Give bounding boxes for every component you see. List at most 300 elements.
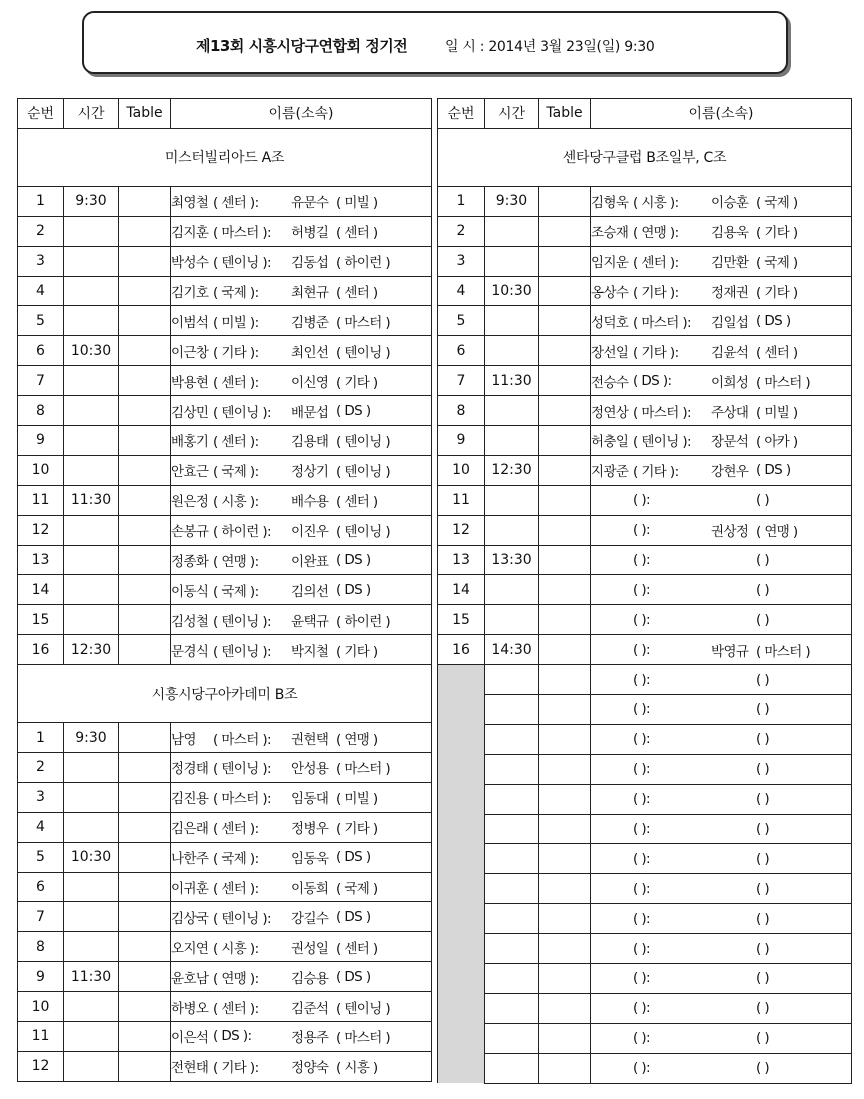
player2-name: 권성일 bbox=[291, 940, 329, 957]
match-table bbox=[539, 605, 591, 635]
player2-affiliation: ( 텐이닝 ) bbox=[336, 464, 391, 481]
player1-name: 김진용 bbox=[171, 791, 209, 808]
player1-name: 박용현 bbox=[171, 374, 209, 391]
player2-affiliation: ( DS ) bbox=[336, 581, 371, 598]
empty-cell bbox=[539, 964, 591, 994]
player2-affiliation: ( ) bbox=[756, 1030, 770, 1047]
match-time: 11:30 bbox=[485, 366, 539, 396]
match-number: 4 bbox=[18, 812, 64, 842]
player2-affiliation: ( ) bbox=[756, 910, 770, 927]
match-table bbox=[119, 842, 171, 872]
match-table bbox=[119, 426, 171, 456]
player2-affiliation: ( 기타 ) bbox=[336, 821, 378, 838]
match-names bbox=[591, 186, 852, 216]
match-row bbox=[438, 276, 852, 306]
player2-affiliation: ( 기타 ) bbox=[336, 643, 378, 660]
match-names bbox=[171, 872, 432, 902]
match-row bbox=[18, 336, 432, 366]
match-names bbox=[171, 842, 432, 872]
match-row bbox=[18, 545, 432, 575]
player2-affiliation: ( 마스터 ) bbox=[756, 374, 811, 391]
empty-cell bbox=[485, 754, 539, 784]
player2-affiliation: ( 센터 ) bbox=[336, 285, 378, 301]
match-table bbox=[539, 426, 591, 456]
match-names bbox=[171, 1051, 432, 1081]
match-number: 2 bbox=[18, 216, 64, 246]
match-row bbox=[18, 902, 432, 932]
player2-affiliation: ( 하이런 ) bbox=[336, 255, 391, 272]
player2-affiliation: ( DS ) bbox=[336, 908, 371, 925]
match-names bbox=[591, 635, 852, 665]
player1-affiliation: ( 기타 ): bbox=[633, 344, 679, 361]
match-number: 6 bbox=[18, 336, 64, 366]
empty-cell bbox=[539, 695, 591, 725]
match-table bbox=[119, 366, 171, 396]
match-number: 8 bbox=[18, 932, 64, 962]
shaded-cell bbox=[438, 665, 485, 695]
empty-cell bbox=[485, 665, 539, 695]
player1-affiliation: ( 국제 ): bbox=[213, 285, 259, 301]
match-names bbox=[591, 665, 852, 695]
match-row bbox=[438, 605, 852, 635]
header-row bbox=[18, 99, 432, 129]
match-names bbox=[171, 186, 432, 216]
player2-affiliation: ( ) bbox=[756, 850, 770, 867]
player1-name: 정종화 bbox=[171, 554, 209, 571]
empty-cell bbox=[485, 784, 539, 814]
player2-affiliation: ( 마스터 ) bbox=[336, 761, 391, 778]
group-title: 시흥시당구아카데미 B조 bbox=[18, 665, 432, 723]
match-names bbox=[591, 485, 852, 515]
match-names bbox=[591, 814, 852, 844]
player1-affiliation: ( ): bbox=[633, 1060, 650, 1077]
match-time bbox=[64, 246, 119, 276]
match-row bbox=[438, 336, 852, 366]
match-time bbox=[485, 336, 539, 366]
player2-name: 정용주 bbox=[291, 1030, 329, 1047]
match-number: 1 bbox=[18, 186, 64, 216]
player1-affiliation: ( 센터 ): bbox=[213, 374, 259, 391]
match-table bbox=[539, 276, 591, 306]
player2-name: 정상기 bbox=[291, 464, 329, 481]
player2-affiliation: ( 마스터 ) bbox=[336, 1030, 391, 1047]
player2-affiliation: ( 텐이닝 ) bbox=[336, 434, 391, 451]
player2-name: 이진우 bbox=[291, 524, 329, 541]
blank-row bbox=[438, 1023, 852, 1053]
match-names bbox=[171, 723, 432, 753]
empty-cell bbox=[539, 814, 591, 844]
player1-affiliation: ( 시흥 ): bbox=[633, 195, 679, 212]
match-row bbox=[18, 246, 432, 276]
match-time bbox=[485, 575, 539, 605]
shaded-cell bbox=[438, 1023, 485, 1053]
shaded-cell bbox=[438, 993, 485, 1023]
match-time bbox=[485, 246, 539, 276]
match-names bbox=[171, 485, 432, 515]
match-row bbox=[18, 276, 432, 306]
match-row bbox=[18, 396, 432, 426]
player1-affiliation: ( 센터 ): bbox=[213, 434, 259, 451]
player2-name: 배문섭 bbox=[291, 404, 329, 421]
match-names bbox=[171, 246, 432, 276]
match-row bbox=[18, 426, 432, 456]
player1-name: 배홍기 bbox=[171, 434, 209, 451]
match-names bbox=[591, 306, 852, 336]
empty-cell bbox=[539, 993, 591, 1023]
player2-name: 김병준 bbox=[291, 314, 329, 331]
match-table bbox=[119, 276, 171, 306]
player1-affiliation: ( ): bbox=[633, 761, 650, 778]
player1-affiliation: ( 텐이닝 ): bbox=[213, 761, 271, 778]
match-time bbox=[64, 1051, 119, 1081]
empty-cell bbox=[485, 964, 539, 994]
match-table bbox=[119, 1022, 171, 1052]
player1-name: 김상국 bbox=[171, 910, 209, 927]
match-names bbox=[171, 962, 432, 992]
player1-affiliation: ( ): bbox=[633, 880, 650, 897]
player2-affiliation: ( 기타 ) bbox=[336, 374, 378, 391]
player2-name: 최인선 bbox=[291, 344, 329, 361]
match-time bbox=[485, 515, 539, 545]
player1-affiliation: ( ): bbox=[633, 791, 650, 808]
shaded-cell bbox=[438, 934, 485, 964]
match-number: 10 bbox=[18, 455, 64, 485]
player1-affiliation: ( 시흥 ): bbox=[213, 940, 259, 957]
group-row bbox=[438, 128, 852, 186]
match-names bbox=[591, 695, 852, 725]
header-time: 시간 bbox=[485, 99, 539, 129]
match-number: 3 bbox=[18, 246, 64, 276]
player1-affiliation: ( DS ): bbox=[213, 1028, 252, 1045]
player2-affiliation: ( 센터 ) bbox=[336, 494, 378, 511]
match-names bbox=[171, 545, 432, 575]
match-names bbox=[171, 366, 432, 396]
match-time bbox=[64, 575, 119, 605]
player1-affiliation: ( ): bbox=[633, 970, 650, 987]
match-number: 1 bbox=[18, 723, 64, 753]
player1-affiliation: ( ): bbox=[633, 492, 650, 509]
match-table bbox=[119, 396, 171, 426]
player1-affiliation: ( 연맹 ): bbox=[213, 554, 259, 571]
player1-affiliation: ( ): bbox=[633, 641, 650, 658]
player1-name: 문경식 bbox=[171, 643, 209, 660]
player1-affiliation: ( ): bbox=[633, 671, 650, 688]
empty-cell bbox=[485, 874, 539, 904]
player2-affiliation: ( ) bbox=[756, 940, 770, 957]
player1-name: 김성철 bbox=[171, 613, 209, 630]
match-number: 5 bbox=[18, 842, 64, 872]
match-table bbox=[119, 1051, 171, 1081]
match-number: 7 bbox=[18, 366, 64, 396]
match-row bbox=[18, 782, 432, 812]
player1-affiliation: ( 마스터 ): bbox=[213, 731, 271, 748]
match-table bbox=[119, 306, 171, 336]
empty-cell bbox=[539, 1053, 591, 1083]
match-table bbox=[119, 992, 171, 1022]
match-time: 9:30 bbox=[64, 723, 119, 753]
shaded-cell bbox=[438, 904, 485, 934]
match-time bbox=[64, 872, 119, 902]
match-names bbox=[171, 812, 432, 842]
empty-cell bbox=[485, 934, 539, 964]
shaded-cell bbox=[438, 964, 485, 994]
player2-name: 김용욱 bbox=[711, 225, 749, 242]
match-number: 9 bbox=[438, 426, 485, 456]
player2-name: 안성용 bbox=[291, 761, 329, 778]
match-number: 3 bbox=[18, 782, 64, 812]
shaded-cell bbox=[438, 724, 485, 754]
player2-affiliation: ( DS ) bbox=[336, 552, 371, 569]
match-time: 12:30 bbox=[64, 635, 119, 665]
player1-affiliation: ( ): bbox=[633, 940, 650, 957]
blank-row bbox=[438, 964, 852, 994]
match-names bbox=[591, 515, 852, 545]
match-time bbox=[64, 932, 119, 962]
match-names bbox=[171, 992, 432, 1022]
match-table bbox=[119, 753, 171, 783]
player2-affiliation: ( 미빌 ) bbox=[756, 404, 798, 421]
match-number: 6 bbox=[438, 336, 485, 366]
match-number: 8 bbox=[18, 396, 64, 426]
player1-affiliation: ( ): bbox=[633, 1000, 650, 1017]
match-table bbox=[539, 216, 591, 246]
match-row bbox=[18, 842, 432, 872]
player2-affiliation: ( ) bbox=[756, 701, 770, 718]
match-time: 12:30 bbox=[485, 455, 539, 485]
match-row bbox=[18, 1051, 432, 1081]
player1-name: 남영 bbox=[171, 731, 196, 748]
match-number: 12 bbox=[18, 1051, 64, 1081]
player1-name: 김상민 bbox=[171, 404, 209, 421]
player2-name: 이신영 bbox=[291, 374, 329, 391]
match-names bbox=[591, 216, 852, 246]
match-names bbox=[591, 276, 852, 306]
match-table bbox=[539, 635, 591, 665]
player2-affiliation: ( ) bbox=[756, 970, 770, 987]
match-row bbox=[18, 186, 432, 216]
blank-row bbox=[438, 874, 852, 904]
player2-name: 윤택규 bbox=[291, 613, 329, 630]
player1-affiliation: ( 기타 ): bbox=[633, 464, 679, 481]
empty-cell bbox=[485, 814, 539, 844]
player2-affiliation: ( 텐이닝 ) bbox=[336, 344, 391, 361]
empty-cell bbox=[485, 844, 539, 874]
match-number: 11 bbox=[438, 485, 485, 515]
match-time bbox=[485, 485, 539, 515]
empty-cell bbox=[485, 993, 539, 1023]
player1-name: 임지운 bbox=[591, 255, 629, 272]
player1-affiliation: ( 센터 ): bbox=[213, 881, 259, 898]
empty-cell bbox=[539, 754, 591, 784]
player1-name: 성덕호 bbox=[591, 314, 629, 331]
player1-name: 이동식 bbox=[171, 583, 209, 600]
match-names bbox=[591, 724, 852, 754]
match-row bbox=[18, 992, 432, 1022]
match-row bbox=[18, 753, 432, 783]
match-row bbox=[438, 485, 852, 515]
match-names bbox=[591, 246, 852, 276]
match-number: 7 bbox=[438, 366, 485, 396]
match-time bbox=[485, 605, 539, 635]
player1-affiliation: ( ): bbox=[633, 522, 650, 539]
match-number: 13 bbox=[438, 545, 485, 575]
match-names bbox=[171, 336, 432, 366]
player2-name: 임동대 bbox=[291, 791, 329, 808]
player1-name: 박성수 bbox=[171, 255, 209, 272]
match-number: 5 bbox=[438, 306, 485, 336]
match-number: 4 bbox=[438, 276, 485, 306]
blank-row bbox=[438, 934, 852, 964]
match-names bbox=[171, 396, 432, 426]
player2-name: 이승훈 bbox=[711, 195, 749, 212]
player2-name: 김일섭 bbox=[711, 314, 749, 331]
match-time bbox=[64, 366, 119, 396]
player1-name: 옹상수 bbox=[591, 285, 629, 301]
match-time bbox=[64, 396, 119, 426]
match-names bbox=[171, 902, 432, 932]
player1-affiliation: ( 연맹 ): bbox=[213, 970, 259, 987]
match-row bbox=[438, 186, 852, 216]
match-names bbox=[171, 932, 432, 962]
player1-name: 윤호남 bbox=[171, 970, 209, 987]
match-row bbox=[438, 216, 852, 246]
match-names bbox=[171, 216, 432, 246]
player1-affiliation: ( ): bbox=[633, 910, 650, 927]
match-names bbox=[591, 575, 852, 605]
match-number: 2 bbox=[18, 753, 64, 783]
player1-affiliation: ( DS ): bbox=[633, 372, 672, 389]
player1-name: 정연상 bbox=[591, 404, 629, 421]
player1-affiliation: ( ): bbox=[633, 850, 650, 867]
match-time bbox=[64, 812, 119, 842]
empty-cell bbox=[539, 844, 591, 874]
empty-cell bbox=[485, 1053, 539, 1083]
match-time bbox=[64, 216, 119, 246]
match-number: 9 bbox=[18, 962, 64, 992]
shaded-cell bbox=[438, 874, 485, 904]
match-time: 10:30 bbox=[64, 336, 119, 366]
blank-row bbox=[438, 814, 852, 844]
player1-name: 오지연 bbox=[171, 940, 209, 957]
match-names bbox=[591, 784, 852, 814]
match-time: 14:30 bbox=[485, 635, 539, 665]
match-names bbox=[171, 306, 432, 336]
match-time bbox=[64, 276, 119, 306]
player1-affiliation: ( 마스터 ): bbox=[213, 225, 271, 242]
player2-name: 권현택 bbox=[291, 731, 329, 748]
match-row bbox=[438, 515, 852, 545]
player2-affiliation: ( 센터 ) bbox=[336, 940, 378, 957]
player2-affiliation: ( ) bbox=[756, 611, 770, 628]
match-number: 3 bbox=[438, 246, 485, 276]
blank-row bbox=[438, 844, 852, 874]
match-names bbox=[591, 964, 852, 994]
match-table bbox=[539, 306, 591, 336]
player1-affiliation: ( 국제 ): bbox=[213, 464, 259, 481]
empty-cell bbox=[539, 665, 591, 695]
player2-affiliation: ( 미빌 ) bbox=[336, 791, 378, 808]
match-table bbox=[539, 575, 591, 605]
player1-name: 이범석 bbox=[171, 314, 209, 331]
player1-affiliation: ( 텐이닝 ): bbox=[213, 910, 271, 927]
empty-cell bbox=[539, 934, 591, 964]
match-row bbox=[438, 306, 852, 336]
header-no: 순번 bbox=[438, 99, 485, 129]
match-table bbox=[119, 336, 171, 366]
match-row bbox=[18, 575, 432, 605]
match-table bbox=[539, 545, 591, 575]
blank-row bbox=[438, 695, 852, 725]
player2-name: 정병우 bbox=[291, 821, 329, 838]
match-row bbox=[438, 575, 852, 605]
empty-cell bbox=[539, 724, 591, 754]
player2-name: 배수용 bbox=[291, 494, 329, 511]
match-number: 2 bbox=[438, 216, 485, 246]
player2-affiliation: ( 미빌 ) bbox=[336, 195, 378, 212]
match-time: 11:30 bbox=[64, 962, 119, 992]
match-time bbox=[64, 455, 119, 485]
player1-name: 조승재 bbox=[591, 225, 629, 242]
empty-cell bbox=[485, 904, 539, 934]
match-table bbox=[119, 605, 171, 635]
player1-name: 김기호 bbox=[171, 285, 209, 301]
empty-cell bbox=[539, 904, 591, 934]
player1-affiliation: ( 센터 ): bbox=[213, 195, 259, 212]
shaded-cell bbox=[438, 784, 485, 814]
left-schedule-table bbox=[17, 98, 432, 1082]
match-row bbox=[438, 246, 852, 276]
empty-cell bbox=[539, 1023, 591, 1053]
player2-affiliation: ( ) bbox=[756, 791, 770, 808]
group-title: 센타당구클럽 B조일부, C조 bbox=[438, 128, 852, 186]
match-time bbox=[485, 306, 539, 336]
match-time bbox=[64, 306, 119, 336]
match-table bbox=[119, 812, 171, 842]
match-names bbox=[171, 782, 432, 812]
player2-affiliation: ( 국제 ) bbox=[756, 255, 798, 272]
player1-affiliation: ( ): bbox=[633, 821, 650, 838]
empty-cell bbox=[485, 695, 539, 725]
player1-affiliation: ( 텐이닝 ): bbox=[213, 255, 271, 272]
player2-name: 박지철 bbox=[291, 643, 329, 660]
match-row bbox=[18, 1022, 432, 1052]
player1-name: 나한주 bbox=[171, 851, 209, 868]
match-table bbox=[539, 455, 591, 485]
player2-affiliation: ( DS ) bbox=[336, 402, 371, 419]
match-number: 15 bbox=[18, 605, 64, 635]
player1-name: 이은석 bbox=[171, 1030, 209, 1047]
match-row bbox=[438, 545, 852, 575]
match-table bbox=[119, 902, 171, 932]
player1-affiliation: ( 센터 ): bbox=[213, 1000, 259, 1017]
match-time bbox=[64, 902, 119, 932]
match-table bbox=[119, 962, 171, 992]
shaded-cell bbox=[438, 1053, 485, 1083]
match-names bbox=[591, 874, 852, 904]
player1-name: 이근창 bbox=[171, 344, 209, 361]
player1-name: 장선일 bbox=[591, 344, 629, 361]
match-number: 12 bbox=[18, 515, 64, 545]
group-title: 미스터빌리아드 A조 bbox=[18, 128, 432, 186]
player1-affiliation: ( 센터 ): bbox=[213, 821, 259, 838]
match-names bbox=[591, 366, 852, 396]
player2-name: 장문석 bbox=[711, 434, 749, 451]
match-row bbox=[18, 812, 432, 842]
match-names bbox=[591, 336, 852, 366]
match-time bbox=[64, 545, 119, 575]
match-number: 16 bbox=[18, 635, 64, 665]
blank-row bbox=[438, 754, 852, 784]
